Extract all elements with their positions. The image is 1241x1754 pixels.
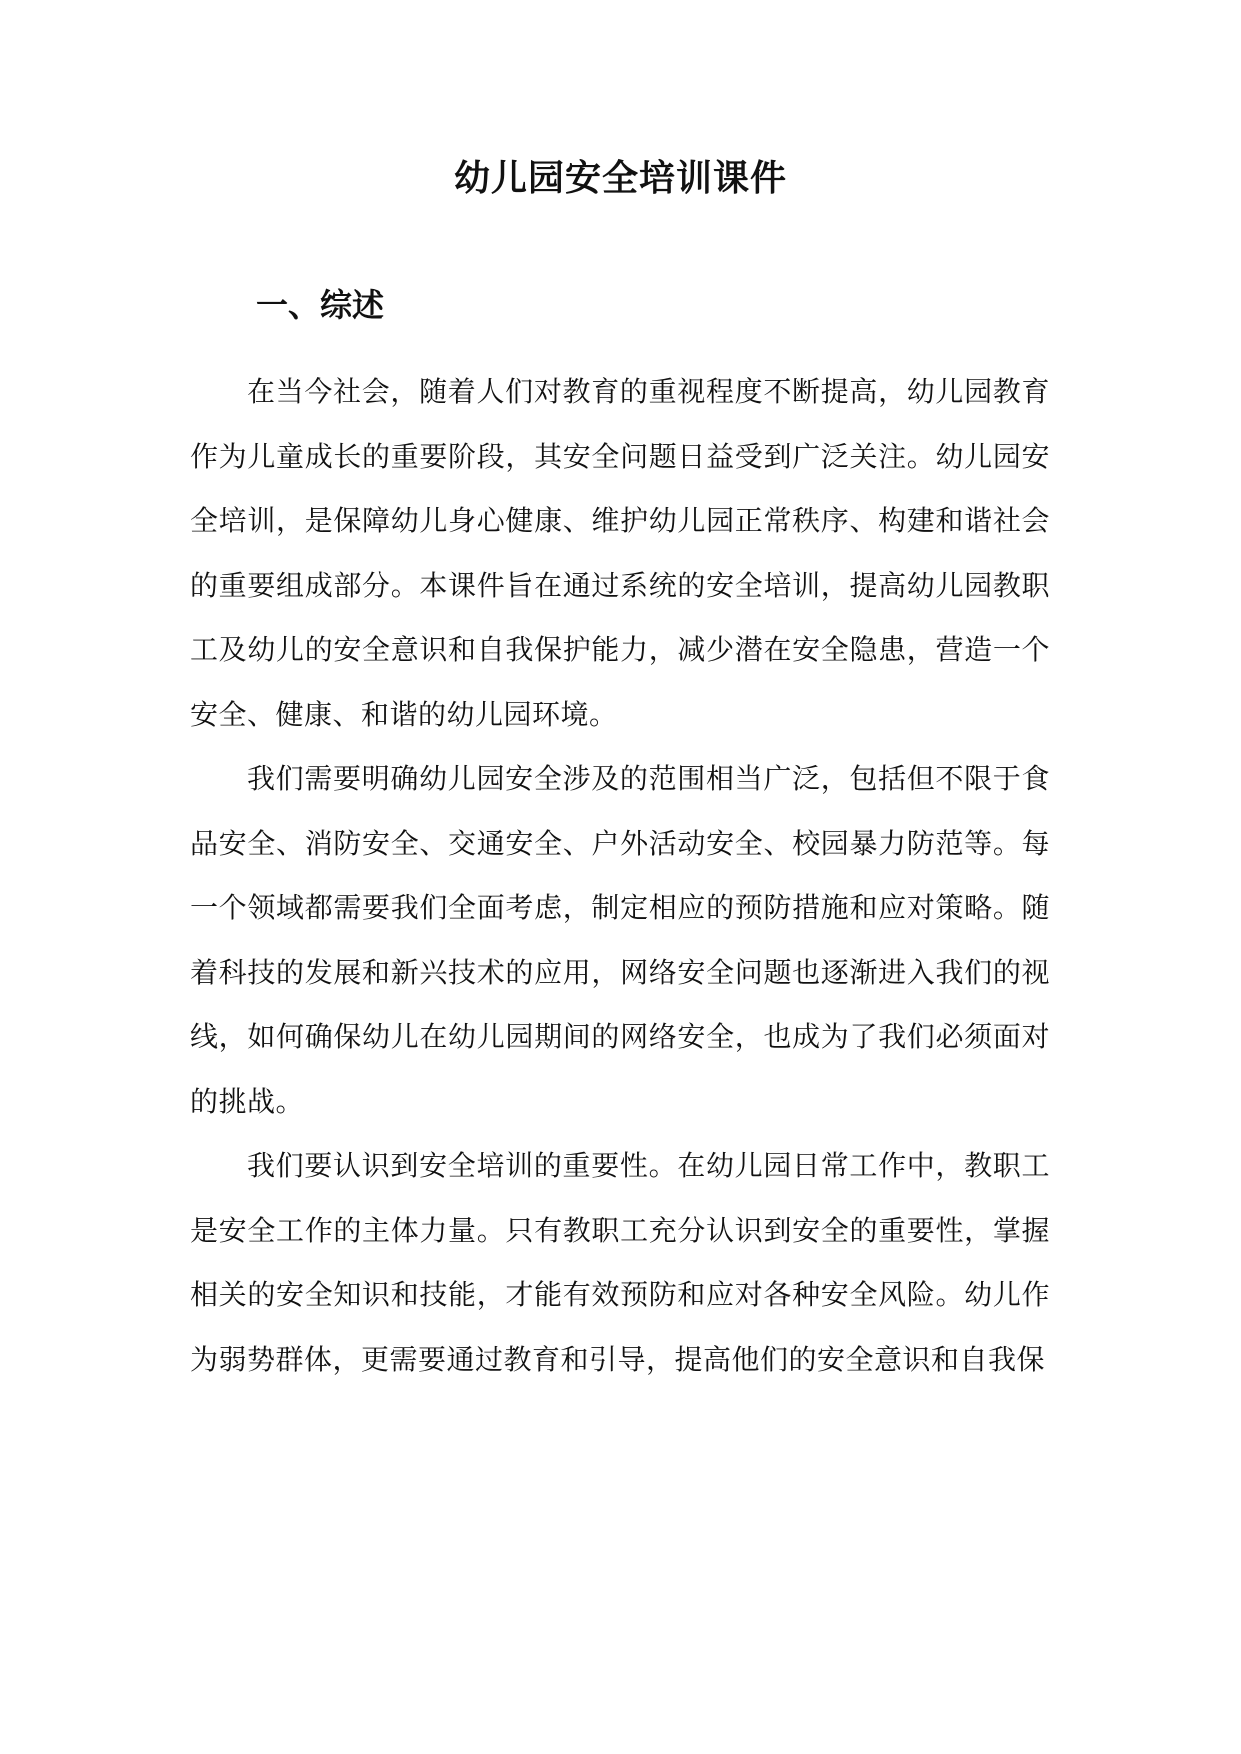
section-heading: 一、综述 [256,286,385,324]
document-title: 幼儿园安全培训课件 [453,157,787,199]
paragraph: 在当今社会，随着人们对教育的重视程度不断提高，幼儿园教育作为儿童成长的重要阶段，其安全问题日益受到广泛关注。幼儿园安全培训，是保障幼儿身心健康、维护幼儿园正常秩序、构建和谐社会的重要组成部分。本课件旨在通过系统的安全培训，提高幼儿园教职工及幼儿的安全意识和自我保护能力，减少潜在安全隐患，营造一个安全、健康、和谐的幼儿园环境。 [190,375,1050,731]
document-body [190,360,1050,1392]
paragraph: 我们要认识到安全培训的重要性。在幼儿园日常工作中，教职工是安全工作的主体力量。只有教职工充分认识到安全的重要性，掌握相关的安全知识和技能，才能有效预防和应对各种安全风险。幼儿作为弱势群体，更需要通过教育和引导，提高他们的安全意识和自我保 [190,1149,1050,1376]
paragraph: 我们需要明确幼儿园安全涉及的范围相当广泛，包括但不限于食品安全、消防安全、交通安全、户外活动安全、校园暴力防范等。每一个领域都需要我们全面考虑，制定相应的预防措施和应对策略。随着科技的发展和新兴技术的应用，网络安全问题也逐渐进入我们的视线，如何确保幼儿在幼儿园期间的网络安全，也成为了我们必须面对的挑战。 [190,762,1050,1118]
